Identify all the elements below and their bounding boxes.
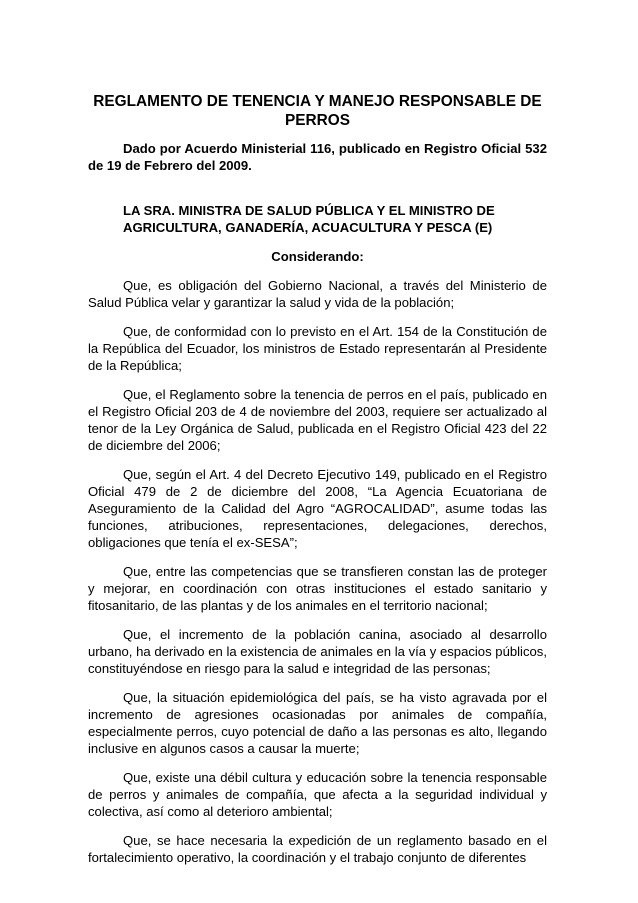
paragraph: Que, la situación epidemiológica del país, se ha visto agravada por el incremento de agresiones ocasionadas por animales de compañía, especialmente perros, cuyo potencial de daño a las personas es alto, llegando inclusive en algunos casos a causar la muerte;: [88, 690, 547, 756]
document-page: [88, 92, 547, 866]
paragraph: Que, de conformidad con lo previsto en el Art. 154 de la Constitución de la República del Ecuador, los ministros de Estado representarán al Presidente de la República;: [88, 324, 547, 373]
considerando-heading: Considerando:: [271, 249, 364, 264]
document-title: REGLAMENTO DE TENENCIA Y MANEJO RESPONSABLE DE PERROS: [93, 93, 542, 129]
paragraph: Que, existe una débil cultura y educación sobre la tenencia responsable de perros y animales de compañía, que afecta a la seguridad individual y colectiva, así como al deterioro ambiental;: [88, 770, 547, 819]
paragraph: Que, se hace necesaria la expedición de un reglamento basado en el fortalecimiento operativo, la coordinación y el trabajo conjunto de diferentes: [88, 833, 547, 865]
paragraph: Que, es obligación del Gobierno Nacional, a través del Ministerio de Salud Pública velar y garantizar la salud y vida de la población;: [88, 278, 547, 310]
paragraph: Que, entre las competencias que se transfieren constan las de proteger y mejorar, en coordinación con otras instituciones el estado sanitario y fitosanitario, de las plantas y de los animales en el territorio nacional;: [88, 564, 547, 613]
paragraph: Que, según el Art. 4 del Decreto Ejecutivo 149, publicado en el Registro Oficial 479 de 2 de diciembre del 2008, “La Agencia Ecuatoriana de Aseguramiento de la Calidad del Agro “AGROCALIDAD”, asume todas las funciones, atribuciones, representaciones, delegaciones, derechos, obligaciones que tenía el ex-SESA”;: [88, 467, 547, 550]
issuing-authority: LA SRA. MINISTRA DE SALUD PÚBLICA Y EL MINISTRO DE AGRICULTURA, GANADERÍA, ACUACULTURA Y PESCA (E): [123, 203, 495, 235]
document-subtitle: Dado por Acuerdo Ministerial 116, publicado en Registro Oficial 532 de 19 de Febrero del 2009.: [88, 141, 547, 173]
paragraph: Que, el Reglamento sobre la tenencia de perros en el país, publicado en el Registro Oficial 203 de 4 de noviembre del 2003, requiere ser actualizado al tenor de la Ley Orgánica de Salud, publicada en el Registro Oficial 423 del 22 de diciembre del 2006;: [88, 387, 547, 453]
paragraph: Que, el incremento de la población canina, asociado al desarrollo urbano, ha derivado en la existencia de animales en la vía y espacios públicos, constituyéndose en riesgo para la salud e integridad de las personas;: [88, 627, 547, 676]
